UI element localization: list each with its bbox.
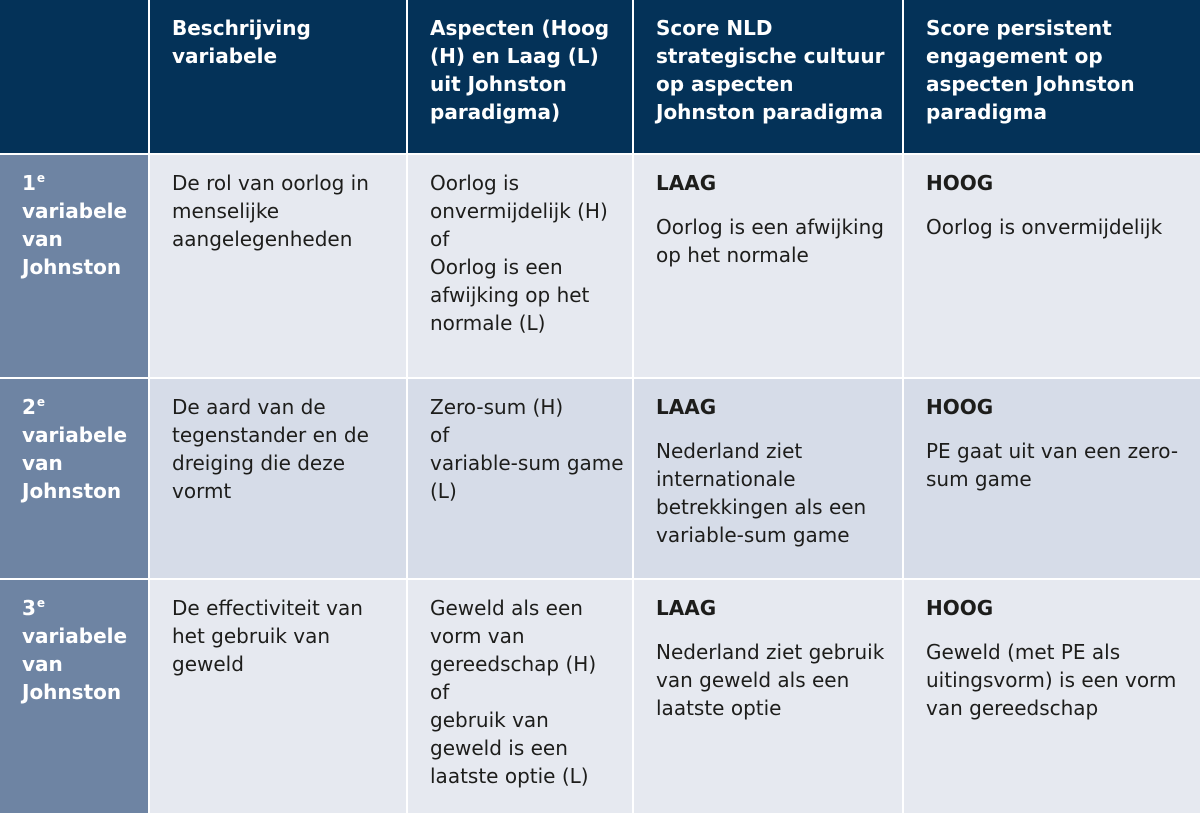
header-description: Beschrijving variabele bbox=[150, 0, 406, 153]
row-3-pe-score bbox=[904, 580, 1200, 813]
aspect-high: Geweld als een vorm van gereedschap (H) bbox=[430, 596, 597, 676]
score-label: HOOG bbox=[926, 171, 994, 195]
row-number: 3 bbox=[22, 596, 36, 620]
row-number: 1 bbox=[22, 171, 36, 195]
row-label: variabele van Johnston bbox=[22, 423, 128, 503]
aspect-low: Oorlog is een afwijking op het normale (L) bbox=[430, 255, 590, 335]
score-label: HOOG bbox=[926, 596, 994, 620]
row-2-pe-score bbox=[904, 379, 1200, 578]
aspect-high: Oorlog is onvermijdelijk (H) bbox=[430, 171, 608, 223]
row-1-nld-score bbox=[634, 155, 902, 377]
row-1-pe-score bbox=[904, 155, 1200, 377]
row-2-description: De aard van de tegenstander en de dreiging die deze vormt bbox=[150, 379, 406, 578]
score-label: HOOG bbox=[926, 395, 994, 419]
score-text: Oorlog is een afwijking op het normale bbox=[656, 215, 884, 267]
row-header-1 bbox=[0, 155, 148, 377]
row-3-aspects bbox=[408, 580, 632, 813]
row-header-2 bbox=[0, 379, 148, 578]
score-label: LAAG bbox=[656, 596, 717, 620]
header-pe-score: Score persistent engagement op aspecten Johnston paradigma bbox=[904, 0, 1200, 153]
header-aspects: Aspecten (Hoog (H) en Laag (L) uit Johnston paradigma) bbox=[408, 0, 632, 153]
aspect-low: gebruik van geweld is een laatste optie (L) bbox=[430, 708, 589, 788]
header-corner bbox=[0, 0, 148, 153]
row-header-3 bbox=[0, 580, 148, 813]
row-label: variabele van Johnston bbox=[22, 624, 128, 704]
row-3-nld-score bbox=[634, 580, 902, 813]
row-2-aspects bbox=[408, 379, 632, 578]
row-number-sup: e bbox=[36, 171, 46, 185]
score-label: LAAG bbox=[656, 171, 717, 195]
aspect-or: of bbox=[430, 680, 450, 704]
score-text: Geweld (met PE als uitingsvorm) is een vorm van gereedschap bbox=[926, 640, 1177, 720]
score-text: Nederland ziet internationale betrekkingen als een variable-sum game bbox=[656, 439, 867, 547]
score-text: PE gaat uit van een zero-sum game bbox=[926, 439, 1179, 491]
score-text: Oorlog is onvermijdelijk bbox=[926, 215, 1163, 239]
row-number: 2 bbox=[22, 395, 36, 419]
aspect-high: Zero-sum (H) bbox=[430, 395, 564, 419]
score-label: LAAG bbox=[656, 395, 717, 419]
aspect-or: of bbox=[430, 227, 450, 251]
score-text: Nederland ziet gebruik van geweld als een laatste optie bbox=[656, 640, 885, 720]
row-1-aspects bbox=[408, 155, 632, 377]
header-nld-score: Score NLD strategische cultuur op aspecten Johnston paradigma bbox=[634, 0, 902, 153]
row-number-sup: e bbox=[36, 596, 46, 610]
aspect-or: of bbox=[430, 423, 450, 447]
row-1-description: De rol van oorlog in menselijke aangelegenheden bbox=[150, 155, 406, 377]
aspect-low: variable-sum game (L) bbox=[430, 451, 624, 503]
row-2-nld-score bbox=[634, 379, 902, 578]
row-label: variabele van Johnston bbox=[22, 199, 128, 279]
row-number-sup: e bbox=[36, 395, 46, 409]
row-3-description: De effectiviteit van het gebruik van geweld bbox=[150, 580, 406, 813]
